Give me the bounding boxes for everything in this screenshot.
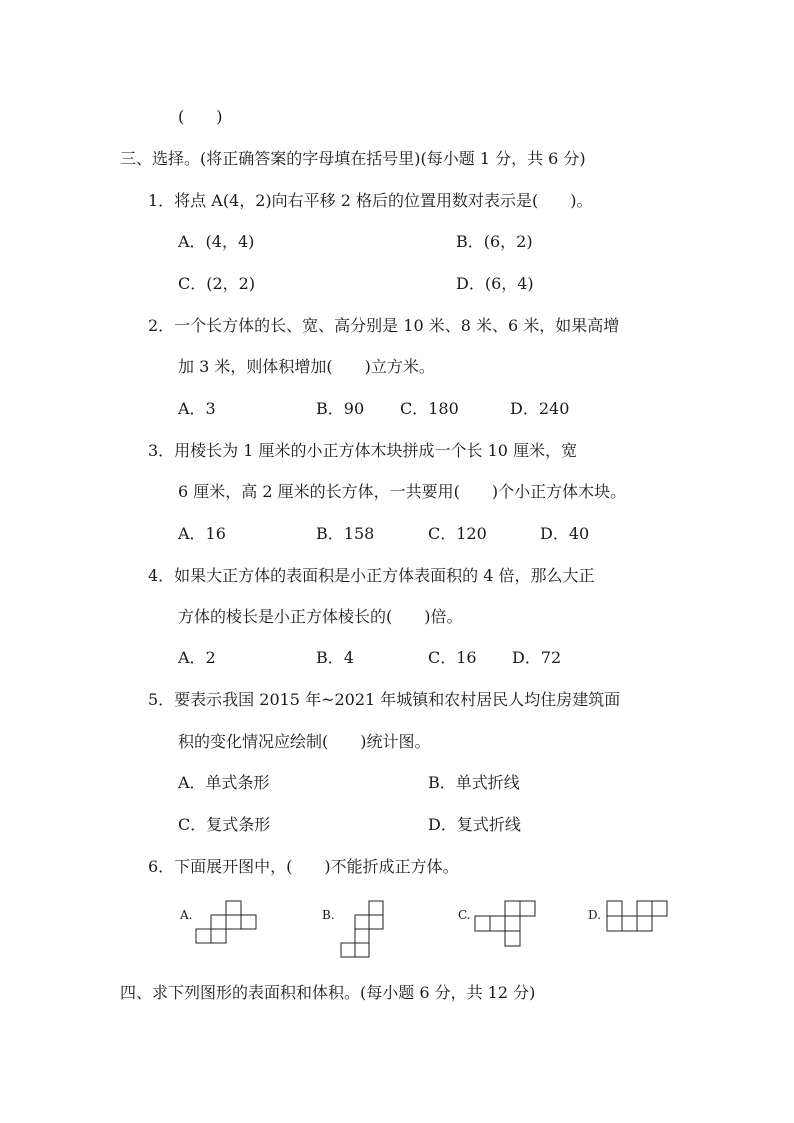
q2-stem-line1: 2．一个长方体的长、宽、高分别是 10 米、8 米、6 米，如果高增 [148, 316, 620, 335]
q5-stem-line1: 5．要表示我国 2015 年~2021 年城镇和农村居民人均住房建筑面 [148, 690, 621, 709]
q5-option-c: C．复式条形 [178, 815, 271, 834]
q3-stem-line1: 3．用棱长为 1 厘米的小正方体木块拼成一个长 10 厘米，宽 [148, 441, 578, 460]
q1-option-c: C．(2，2) [178, 274, 256, 293]
net-option-c [458, 900, 544, 950]
q5-option-a: A．单式条形 [178, 773, 270, 792]
q1-option-d: D．(6，4) [456, 274, 534, 293]
q3-stem-line2: 6 厘米，高 2 厘米的长方体，一共要用( )个小正方体木块。 [178, 482, 627, 501]
answer-paren: ( ) [178, 107, 223, 126]
q4-option-c: C．16 [428, 648, 477, 667]
q5-option-d: D．复式折线 [428, 815, 521, 834]
q2-option-c: C．180 [400, 399, 459, 418]
section-4-title: 四、求下列图形的表面积和体积。(每小题 6 分，共 12 分) [120, 983, 536, 1002]
q4-stem-line1: 4．如果大正方体的表面积是小正方体表面积的 4 倍，那么大正 [148, 566, 595, 585]
q3-option-d: D．40 [540, 524, 590, 543]
q2-option-a: A．3 [178, 399, 216, 418]
q4-option-b: B．4 [316, 648, 354, 667]
q3-option-c: C．120 [428, 524, 487, 543]
q6-stem: 6．下面展开图中，( )不能折成正方体。 [148, 857, 459, 876]
q2-option-b: B．90 [316, 399, 365, 418]
q2-stem-line2: 加 3 米，则体积增加( )立方米。 [178, 357, 435, 376]
net-b-diagram [322, 900, 392, 960]
net-a-label: A. [180, 908, 193, 922]
q3-option-a: A．16 [178, 524, 226, 543]
q4-option-d: D．72 [512, 648, 562, 667]
net-c-label: C. [458, 908, 471, 922]
q5-stem-line2: 积的变化情况应绘制( )统计图。 [178, 732, 431, 751]
net-option-d [588, 900, 674, 936]
net-a-diagram [180, 900, 260, 946]
q4-option-a: A．2 [178, 648, 216, 667]
q4-stem-line2: 方体的棱长是小正方体棱长的( )倍。 [178, 607, 463, 626]
net-d-diagram [588, 900, 674, 936]
q2-option-d: D．240 [510, 399, 570, 418]
q1-stem: 1．将点 A(4，2)向右平移 2 格后的位置用数对表示是( )。 [148, 191, 593, 210]
q1-option-a: A．(4，4) [178, 232, 255, 251]
net-option-a [180, 900, 260, 946]
section-3-title: 三、选择。(将正确答案的字母填在括号里)(每小题 1 分，共 6 分) [120, 149, 586, 168]
net-d-label: D. [588, 908, 602, 922]
net-option-b [322, 900, 392, 960]
q1-option-b: B．(6，2) [456, 232, 533, 251]
q5-option-b: B．单式折线 [428, 773, 520, 792]
q3-option-b: B．158 [316, 524, 375, 543]
net-b-label: B. [322, 908, 335, 922]
net-c-diagram [458, 900, 544, 950]
